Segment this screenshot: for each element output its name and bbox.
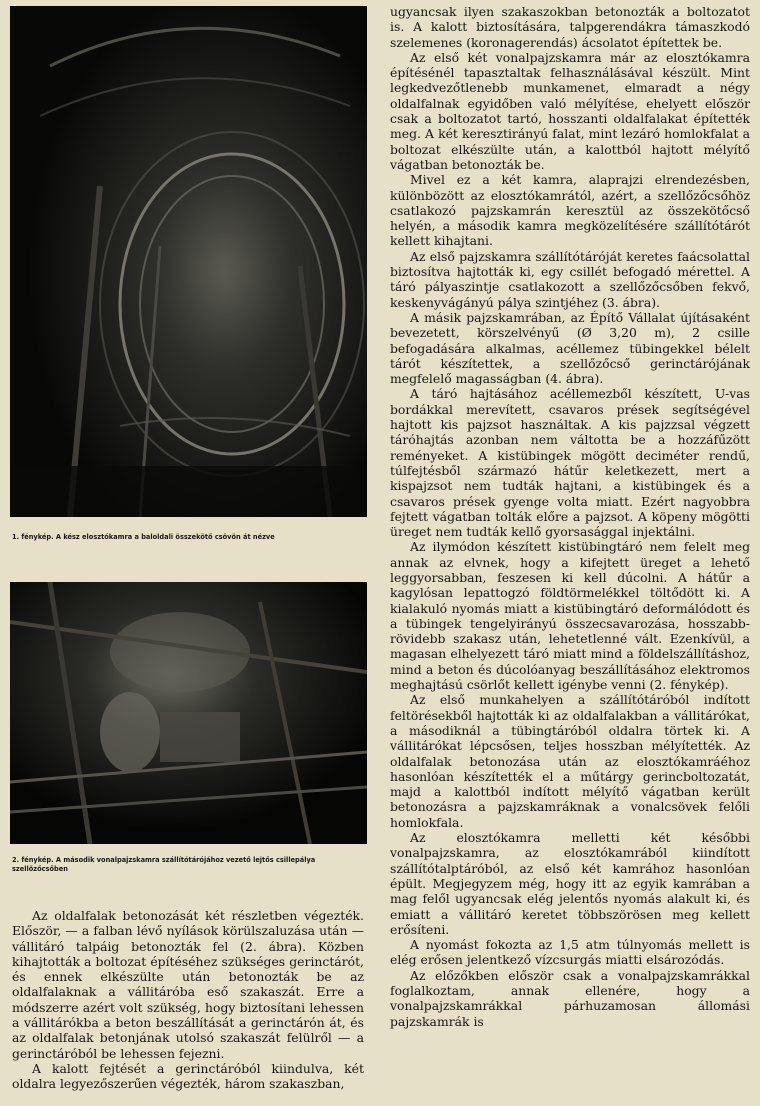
paragraph: A kalott fejtését a gerinctáróból kiindulva, két oldalra legyezőszerűen végezték, három szakaszban, — [12, 1060, 364, 1092]
figure-1-caption: 1. fénykép. A kész elosztókamra a baloldali összekötő csövön át nézve — [12, 533, 275, 541]
photo-inclined-railway-image — [10, 582, 367, 844]
photo-inclined-railway — [10, 582, 367, 844]
paragraph: A másik pajzskamrában, az Építő Vállalat újításaként bevezetett, körszelvényű (Ø 3,20 m), 2 csille befogadására alkalmas, acéllemez tübingekkel bélelt tárót készítettek, a szellőzőcső gerinctárójának megfelelő magasságban (4. ábra). — [390, 309, 750, 387]
paragraph: Az első pajzskamra szállítótáróját keretes faácsolattal biztosítva hajtották ki, egy csillét befogadó mérettel. A táró pályaszintje csatlakozott a szellőzőcsőben fekvő, keskenyvágányú pálya szintjéhez (3. ábra). — [390, 248, 750, 310]
left-text-column — [12, 908, 364, 1092]
figure-2-caption: 2. fénykép. A második vonalpajzskamra szállítótárójához vezető lejtős csillepálya szellőzőcsőben — [12, 856, 316, 873]
paragraph: Az első munkahelyen a szállítótáróból indított feltörésekből hajtották ki az oldalfalakban a vállitárókat, a másodiknál a tübingtáróból oldalra törtek ki. A vállitárókat lépcsősen, teljes hosszban mélyítették. Az oldalfalak betonozása után az elosztókamráéhoz hasonlóan készítették el a műtárgy gerincboltozatát, majd a kalottból indított mélyítő vágatban került betonozásra a pajzskamráknak a vonalcsövek felőli homlokfala. — [390, 692, 750, 830]
paragraph: Mivel ez a két kamra, alaprajzi elrendezésben, különbözött az elosztókamrától, azért, a szellőzőcsőhöz csatlakozó pajzskamrán keresztül az összekötőcső helyén, a második kamra megközelítésére szállítótárót kellett kihajtani. — [390, 172, 750, 249]
right-text-column — [390, 4, 750, 1029]
paragraph: Az oldalfalak betonozását két részletben végezték. Először, — a falban lévő nyílások körülszaluzása után — vállitáró talpáig betonozták fel (2. ábra). Közben kihajtották a boltozat építéséhez szükséges gerinctárót, és ennek elkészülte után betonozták be az oldalfalaknak a vállitáróba eső szakaszát. Erre a módszerre azért volt szükség, hogy biztosítani lehessen a vállitárókba a beton beszállítását a gerinctárón át, és az oldalfalak betonjának utolsó szakaszát felülről — a gerinctáróból be lehessen fejezni. — [12, 908, 364, 1061]
paragraph: A táró hajtásához acéllemezből készített, U-vas bordákkal merevített, csavaros prések segítségével hajtott kis pajzsot használtak. A kis pajzzsal végzett táróhajtás azonban nem váltotta be a hozzáfűzött reményeket. A kistübingek mögött deciméter rendű, túlfejtésből származó hátűr keletkezett, mert a kispajzsot nem tudták hajtani, a kistübingek és a csavaros prések gyenge volta miatt. Ezért nagyobbra fejtett vágatban tolták előre a pajzsot. A köpeny mögötti üreget nem tudták kellő gyorsasággal injektálni. — [390, 386, 750, 540]
paragraph: Az előzőkben először csak a vonalpajzskamrákkal foglalkoztam, annak ellenére, hogy a vonalpajzskamrákkal párhuzamosan állomási pajzskamrák is — [390, 967, 750, 1029]
paragraph: A nyomást fokozta az 1,5 atm túlnyomás mellett is elég erősen jelentkező vízcsurgás miatti elsározódás. — [390, 937, 750, 968]
paragraph: Az első két vonalpajzskamra már az elosztókamra építésénél tapasztaltak felhasználásával készült. Mint legkedvezőtlenebb munkamenet, elmaradt a négy oldalfalnak egyidőben való mélyítése, ehelyett először csak a boltozatot tartó, hosszanti oldalfalakat építették meg. A két keresztirányú falat, mint lezáró homlokfalat a boltozat elkészülte után, a kalottból hajtott mélyítő vágatban betonozták be. — [390, 49, 750, 172]
paragraph: Az elosztókamra melletti két későbbi vonalpajzskamra, az elosztókamrából kiindított szállítótalptáróból, az első két kamrához hasonlóan épült. Megjegyzem még, hogy itt az egyik kamrában a mag felől ugyancsak elég jelentős nyomás alakult ki, és emiatt a vállitáró keretet többszörösen meg kellett erősíteni. — [390, 830, 750, 937]
photo-distribution-chamber — [10, 6, 367, 517]
photo-distribution-chamber-image — [10, 6, 367, 517]
paragraph: ugyancsak ilyen szakaszokban betonozták a boltozatot is. A kalott biztosítására, talpgerendákra támaszkodó szelemenes (koronagerendás) ácsolatot építettek be. — [390, 4, 750, 50]
paragraph: Az ilymódon készített kistübingtáró nem felelt meg annak az elvnek, hogy a kifejtett üreget a lehető leggyorsabban, feszesen ki kell dúcolni. A hátűr a kagylósan lepattogzó földtörmelékkel töltődött ki. A kialakuló nyomás miatt a kistübingtáró deformálódott és a tübingek tengelyirányú összecsavarozása, hosszabb-rövidebb szakasz után, lehetetlenné vált. Ezenkívül, a magasan elhelyezett táró miatt mind a földelszállításhoz, mind a beton és dúcolóanyag beszállításához elektromos meghajtású csörlőt kellett igénybe venni (2. fénykép). — [390, 539, 750, 693]
